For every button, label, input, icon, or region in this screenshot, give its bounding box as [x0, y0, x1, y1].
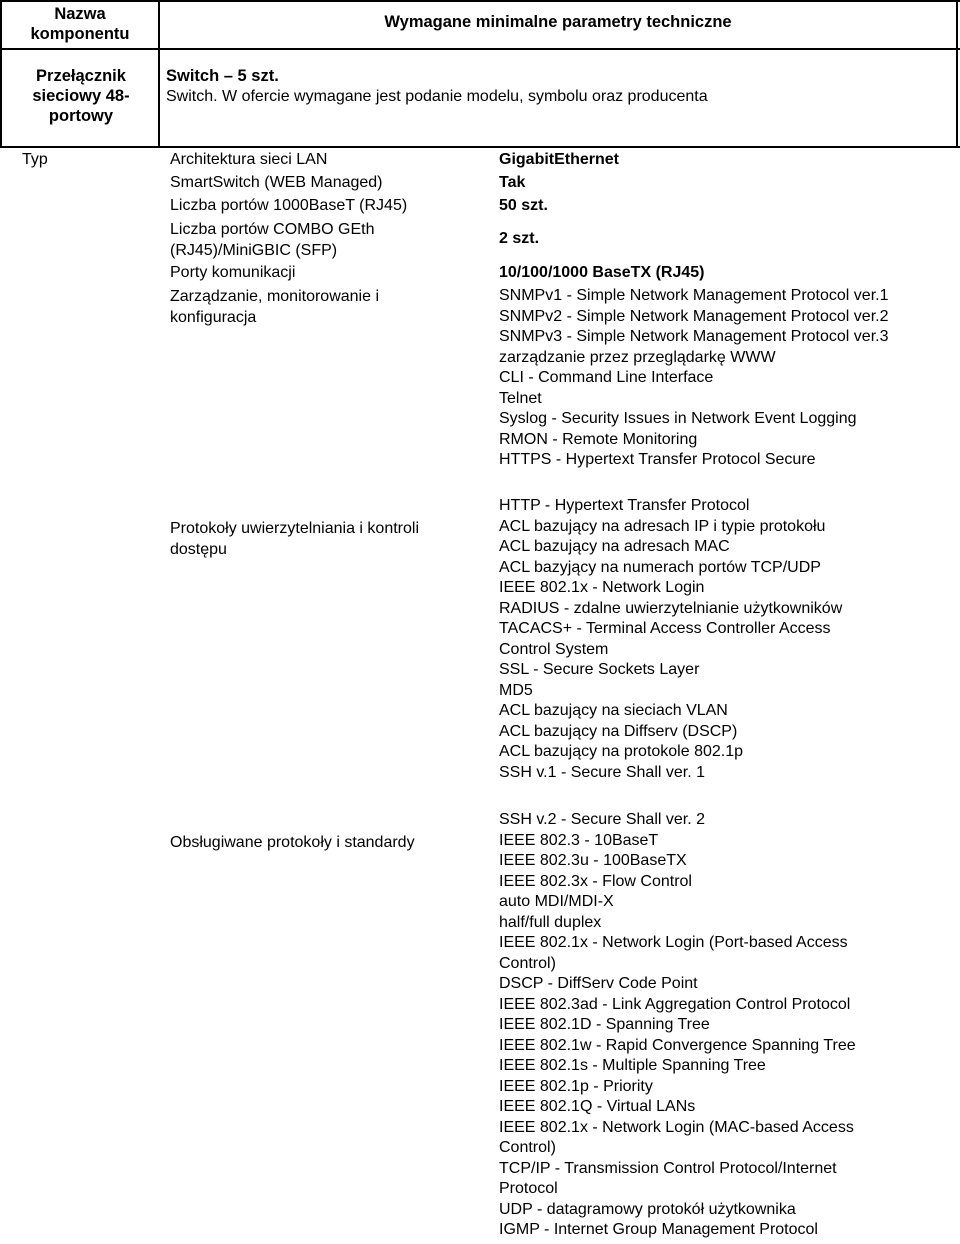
list-item: TACACS+ - Terminal Access Controller Access — [499, 620, 831, 637]
header-requirements: Wymagane minimalne parametry techniczne — [384, 13, 732, 31]
list-item: IEEE 802.1Q - Virtual LANs — [499, 1098, 696, 1115]
list-item: TCP/IP - Transmission Control Protocol/Internet — [499, 1159, 837, 1177]
header-row-divider — [0, 48, 960, 50]
list-item: IEEE 802.1x - Network Login (MAC-based Access — [499, 1118, 854, 1136]
table-border-left — [0, 0, 2, 148]
type-label: Typ — [22, 151, 48, 168]
param-label: Architektura sieci LAN — [170, 151, 328, 168]
list-item: ACL bazujący na adresach MAC — [499, 538, 730, 555]
list-item: ACL bazujący na sieciach VLAN — [499, 702, 728, 719]
param-label: SmartSwitch (WEB Managed) — [170, 174, 383, 191]
list-item: Protocol — [499, 1180, 558, 1197]
list-item: IEEE 802.1s - Multiple Spanning Tree — [499, 1057, 766, 1074]
list-item: ACL bazujący na Diffserv (DSCP) — [499, 722, 738, 740]
list-item: SSL - Secure Sockets Layer — [499, 661, 700, 678]
table-border-right — [956, 0, 958, 148]
param-label: Porty komunikacji — [170, 264, 296, 281]
list-item: ACL bazujący na protokole 802.1p — [499, 743, 744, 760]
table-border-top — [0, 0, 960, 2]
list-item: CLI - Command Line Interface — [499, 369, 714, 386]
list-item: HTTP - Hypertext Transfer Protocol — [499, 497, 750, 514]
param-value: GigabitEthernet — [499, 151, 620, 168]
param-label: Liczba portów 1000BaseT (RJ45) — [170, 197, 408, 214]
param-value: 2 szt. — [499, 230, 540, 247]
list-item: zarządzanie przez przeglądarkę WWW — [499, 348, 776, 366]
param-value: 50 szt. — [499, 197, 548, 214]
list-item: RMON - Remote Monitoring — [499, 430, 698, 448]
component-description: Switch. W ofercie wymagane jest podanie modelu, symbolu oraz producenta — [166, 88, 708, 105]
param-label: Liczba portów COMBO GEth (RJ45)/MiniGBIC (SFP) — [170, 221, 375, 259]
list-item: IGMP - Internet Group Management Protocol — [499, 1221, 818, 1238]
table-border-bottom — [0, 146, 960, 148]
param-value: Tak — [499, 174, 526, 191]
list-item: IEEE 802.1D - Spanning Tree — [499, 1016, 710, 1033]
list-item: ACL bazyjący na numerach portów TCP/UDP — [499, 558, 821, 576]
list-item: Control) — [499, 954, 556, 972]
list-item: SSH v.1 - Secure Shall ver. 1 — [499, 763, 706, 781]
section-list-access-control — [499, 496, 842, 783]
list-item: IEEE 802.1w - Rapid Convergence Spanning Tree — [499, 1036, 856, 1054]
component-name: Przełącznik sieciowy 48-portowy — [32, 67, 130, 125]
list-item: half/full duplex — [499, 913, 602, 931]
list-item: SSH v.2 - Secure Shall ver. 2 — [499, 811, 706, 828]
component-title: Switch – 5 szt. — [166, 67, 279, 85]
list-item: IEEE 802.1p - Priority — [499, 1077, 653, 1095]
list-item: DSCP - DiffServ Code Point — [499, 975, 698, 992]
list-item: UDP - datagramowy protokół użytkownika — [499, 1200, 796, 1218]
list-item: Control System — [499, 640, 609, 658]
list-item: auto MDI/MDI-X — [499, 893, 614, 910]
list-item: SNMPv3 - Simple Network Management Protocol ver.3 — [499, 328, 889, 345]
list-item: MD5 — [499, 681, 533, 699]
list-item: Telnet — [499, 389, 542, 407]
list-item: HTTPS - Hypertext Transfer Protocol Secure — [499, 451, 816, 468]
list-item: Syslog - Security Issues in Network Event Logging — [499, 410, 857, 427]
param-value: 10/100/1000 BaseTX (RJ45) — [499, 264, 705, 281]
section-label-standards: Obsługiwane protokoły i standardy — [170, 834, 415, 851]
section-label-access-control: Protokoły uwierzytelniania i kontroli dostępu — [170, 520, 419, 558]
list-item: IEEE 802.3u - 100BaseTX — [499, 852, 687, 869]
list-item: IEEE 802.1x - Network Login (Port-based Access — [499, 934, 848, 951]
list-item: IEEE 802.3ad - Link Aggregation Control Protocol — [499, 995, 851, 1013]
list-item: IEEE 802.3 - 10BaseT — [499, 831, 659, 849]
section-list-standards — [499, 810, 856, 1241]
list-item: SNMPv1 - Simple Network Management Protocol ver.1 — [499, 287, 889, 304]
list-item: SNMPv2 - Simple Network Management Protocol ver.2 — [499, 307, 889, 325]
header-component-name: Nazwa komponentu — [30, 5, 130, 43]
list-item: RADIUS - zdalne uwierzytelnianie użytkowników — [499, 599, 843, 617]
section-list-management — [499, 286, 888, 471]
list-item: IEEE 802.1x - Network Login — [499, 579, 705, 596]
section-label-management: Zarządzanie, monitorowanie i konfiguracja — [170, 288, 379, 326]
list-item: Control) — [499, 1139, 556, 1156]
list-item: ACL bazujący na adresach IP i typie protokołu — [499, 517, 826, 535]
list-item: IEEE 802.3x - Flow Control — [499, 872, 692, 890]
